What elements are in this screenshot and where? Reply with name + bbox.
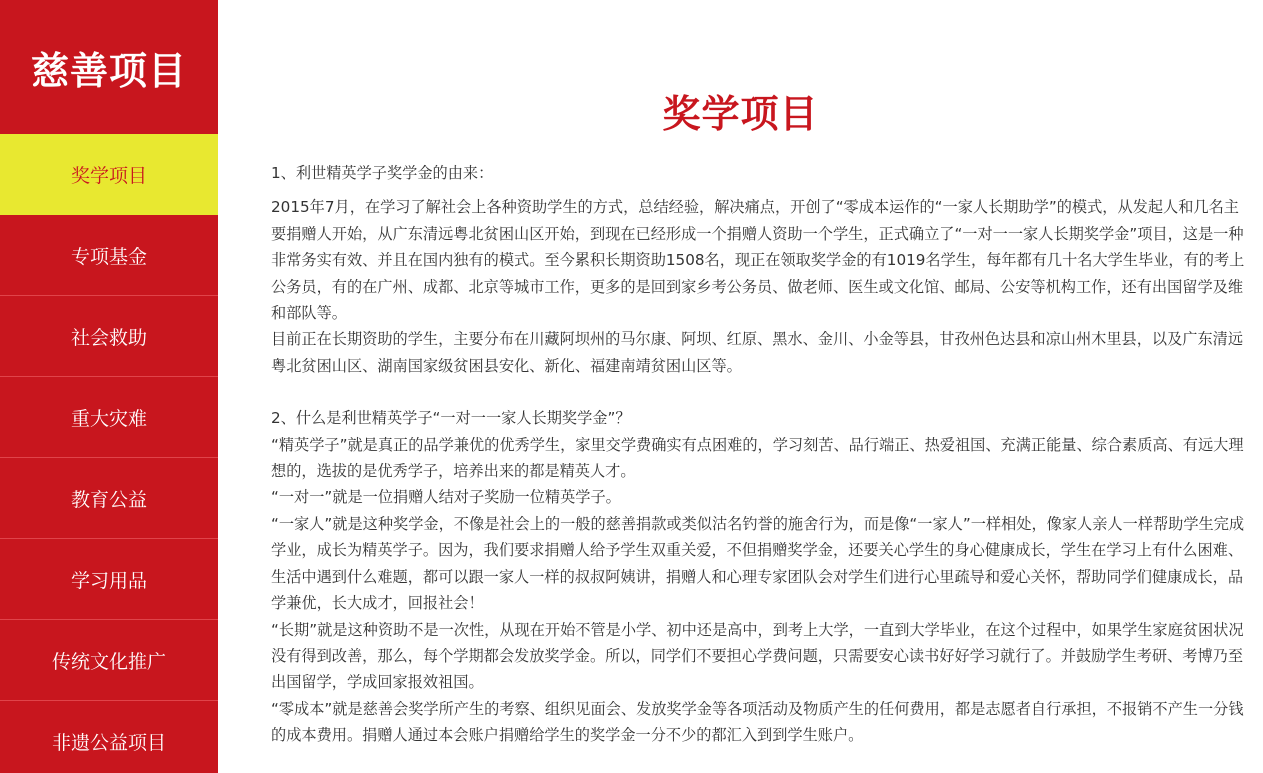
sidebar-item-education-welfare[interactable]: 教育公益 [0, 458, 218, 539]
section-2-paragraph-2: “一对一”就是一位捐赠人结对子奖励一位精英学子。 [271, 488, 621, 507]
sidebar-item-intangible-heritage[interactable]: 非遗公益项目 [0, 701, 218, 773]
section-spacer [271, 379, 1249, 405]
sidebar-item-school-supplies[interactable]: 学习用品 [0, 539, 218, 620]
sidebar-item-scholarship[interactable]: 奖学项目 [0, 134, 218, 215]
sidebar-title: 慈善项目 [30, 48, 187, 93]
sidebar [0, 0, 218, 773]
section-2-paragraph-5: “零成本”就是慈善会奖学所产生的考察、组织见面会、发放奖学金等各项活动及物质产生的任何费用，都是志愿者自行承担，不报销不产生一分钱的成本费用。捐赠人通过本会账户捐赠给学生的奖学金一分不少的都汇入到到学生账户。 [271, 699, 1244, 745]
section-1-paragraph-2: 目前正在长期资助的学生，主要分布在川藏阿坝州的马尔康、阿坝、红原、黑水、金川、小金等县，甘孜州色达县和凉山州木里县，以及广东清远粤北贫困山区、湖南国家级贫困县安化、新化、福建南靖贫困山区等。 [271, 330, 1243, 375]
sidebar-item-special-fund[interactable]: 专项基金 [0, 215, 218, 296]
article-body [271, 160, 1249, 749]
sidebar-item-social-relief[interactable]: 社会救助 [0, 296, 218, 377]
main-content [218, 0, 1263, 773]
sidebar-nav [0, 134, 218, 773]
section-2-paragraph-1: “精英学子”就是真正的品学兼优的优秀学生，家里交学费确实有点困难的，学习刻苦、品行端正、热爱祖国、充满正能量、综合素质高、有远大理想的，选拔的是优秀学子，培养出来的都是精英人才。 [271, 435, 1244, 481]
sidebar-item-major-disaster[interactable]: 重大灾难 [0, 377, 218, 458]
page-title: 奖学项目 [662, 92, 819, 137]
section-1-heading: 1、利世精英学子奖学金的由来： [271, 164, 494, 182]
section-1-paragraph-1: 2015年7月，在学习了解社会上各种资助学生的方式，总结经验，解决痛点，开创了“零成本运作的“一家人长期助学”的模式，从发起人和几名主要捐赠人开始，从广东清远粤北贫困山区开始，到现在已经形成一个捐赠人资助一个学生，正式确立了“一对一一家人长期奖学金”项目，这是一种非常务实有效、并且在国内独有的模式。至今累积长期资助1508名，现正在领取奖学金的有1019名学生，每年都有几十名大学生毕业，有的考上公务员，有的在广州、成都、北京等城市工作，更多的是回到家乡考公务员、做老师、医生或文化馆、邮局、公安等机构工作，还有出国留学及维和部队等。 [271, 198, 1245, 323]
section-2-paragraph-3: “一家人”就是这种奖学金，不像是社会上的一般的慈善捐款或类似沽名钓誉的施舍行为，而是像“一家人”一样相处，像家人亲人一样帮助学生完成学业，成长为精英学子。因为，我们要求捐赠人给予学生双重关爱，不但捐赠奖学金，还要关心学生的身心健康成长，学生在学习上有什么困难、生活中遇到什么难题，都可以跟一家人一样的叔叔阿姨讲，捐赠人和心理专家团队会对学生们进行心里疏导和爱心关怀，帮助同学们健康成长，品学兼优，长大成才，回报社会！ [271, 514, 1245, 613]
section-2-paragraph-4: “长期”就是这种资助不是一次性，从现在开始不管是小学、初中还是高中，到考上大学，一直到大学毕业，在这个过程中，如果学生家庭贫困状况没有得到改善，那么，每个学期都会发放奖学金。所以，同学们不要担心学费问题，只需要安心读书好好学习就行了。并鼓励学生考研、考博乃至出国留学，学成回家报效祖国。 [271, 620, 1244, 692]
sidebar-item-traditional-culture[interactable]: 传统文化推广 [0, 620, 218, 701]
section-2-heading: 2、什么是利世精英学子“一对一一家人长期奖学金”？ [271, 409, 631, 428]
